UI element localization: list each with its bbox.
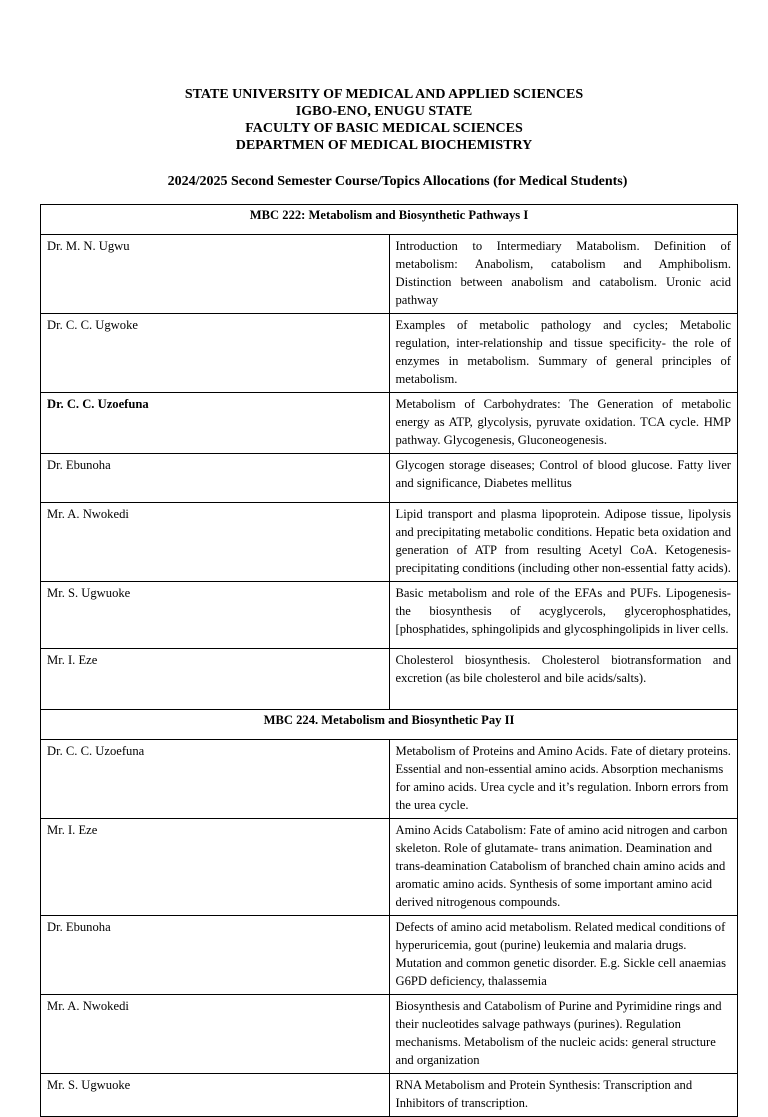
lecturer-name: Mr. S. Ugwuoke: [41, 1074, 390, 1117]
lecturer-name: Dr. Ebunoha: [41, 454, 390, 503]
table-row: [41, 649, 738, 710]
section-header-row: [41, 710, 738, 740]
allocation-table: [40, 204, 738, 1117]
topic-description: Examples of metabolic pathology and cycles; Metabolic regulation, inter-relationship and tissue specificity- the role of enzymes in metabolism. Summary of general principles of metabolism.: [389, 314, 738, 393]
faculty-name: FACULTY OF BASIC MEDICAL SCIENCES: [245, 121, 523, 136]
lecturer-name: Mr. I. Eze: [41, 649, 390, 710]
table-row: [41, 916, 738, 995]
lecturer-name: Mr. A. Nwokedi: [41, 503, 390, 582]
topic-description: Lipid transport and plasma lipoprotein. Adipose tissue, lipolysis and precipitating metabolic conditions. Hepatic beta oxidation and generation of ATP from resulting Acetyl CoA. Ketogenesis- precipitating conditions (including other non-essential fatty acids).: [389, 503, 738, 582]
topic-description: Amino Acids Catabolism: Fate of amino acid nitrogen and carbon skeleton. Role of glutamate- trans animation. Deamination and trans-deamination Catabolism of branched chain amino acids and aromatic amino acids. Synthesis of some important amino acid derived nitrogenous compounds.: [389, 819, 738, 916]
topic-description: Biosynthesis and Catabolism of Purine and Pyrimidine rings and their nucleotides salvage pathways (purines). Regulation mechanisms. Metabolism of the nucleic acids: general structure and organization: [389, 995, 738, 1074]
lecturer-name: Dr. C. C. Uzoefuna: [41, 740, 390, 819]
table-row: [41, 1074, 738, 1117]
university-location: IGBO-ENO, ENUGU STATE: [295, 104, 473, 119]
table-row: [41, 582, 738, 649]
table-row: [41, 314, 738, 393]
table-row: [41, 393, 738, 454]
lecturer-name: Dr. M. N. Ugwu: [41, 235, 390, 314]
table-row: [41, 503, 738, 582]
topic-description: Introduction to Intermediary Matabolism. Definition of metabolism: Anabolism, catabolism and Amphibolism. Distinction between anabolism and catabolism. Uronic acid pathway: [389, 235, 738, 314]
topic-description: Basic metabolism and role of the EFAs and PUFs. Lipogenesis- the biosynthesis of acyglycerols, glycerophosphatides, [phosphatides, sphingolipids and glycosphingolipids in liver cells.: [389, 582, 738, 649]
table-row: [41, 995, 738, 1074]
document-subtitle: 2024/2025 Second Semester Course/Topics Allocations (for Medical Students): [167, 174, 628, 189]
lecturer-name: Dr. C. C. Uzoefuna: [41, 393, 390, 454]
document-header: [0, 86, 768, 154]
table-row: [41, 454, 738, 503]
department-name: DEPARTMEN OF MEDICAL BIOCHEMISTRY: [235, 138, 533, 153]
lecturer-name: Mr. S. Ugwuoke: [41, 582, 390, 649]
section-title: MBC 222: Metabolism and Biosynthetic Pathways I: [41, 205, 738, 235]
table-row: [41, 235, 738, 314]
table-row: [41, 819, 738, 916]
topic-description: Glycogen storage diseases; Control of blood glucose. Fatty liver and significance, Diabetes mellitus: [389, 454, 738, 503]
lecturer-name: Mr. A. Nwokedi: [41, 995, 390, 1074]
lecturer-name: Dr. Ebunoha: [41, 916, 390, 995]
university-name: STATE UNIVERSITY OF MEDICAL AND APPLIED SCIENCES: [184, 87, 584, 102]
topic-description: Metabolism of Proteins and Amino Acids. Fate of dietary proteins. Essential and non-essential amino acids. Absorption mechanisms for amino acids. Urea cycle and it’s regulation. Inborn errors from the urea cycle.: [389, 740, 738, 819]
topic-description: RNA Metabolism and Protein Synthesis: Transcription and Inhibitors of transcription.: [389, 1074, 738, 1117]
lecturer-name: Dr. C. C. Ugwoke: [41, 314, 390, 393]
section-header-row: [41, 205, 738, 235]
topic-description: Cholesterol biosynthesis. Cholesterol biotransformation and excretion (as bile cholesterol and bile acids/salts).: [389, 649, 738, 710]
table-row: [41, 740, 738, 819]
topic-description: Defects of amino acid metabolism. Related medical conditions of hyperuricemia, gout (purine) leukemia and malaria drugs. Mutation and common genetic disorder. E.g. Sickle cell anaemias G6PD deficiency, thalassemia: [389, 916, 738, 995]
lecturer-name: Mr. I. Eze: [41, 819, 390, 916]
topic-description: Metabolism of Carbohydrates: The Generation of metabolic energy as ATP, glycolysis, pyruvate oxidation. TCA cycle. HMP pathway. Glycogenesis, Gluconeogenesis.: [389, 393, 738, 454]
section-title: MBC 224. Metabolism and Biosynthetic Pay II: [41, 710, 738, 740]
